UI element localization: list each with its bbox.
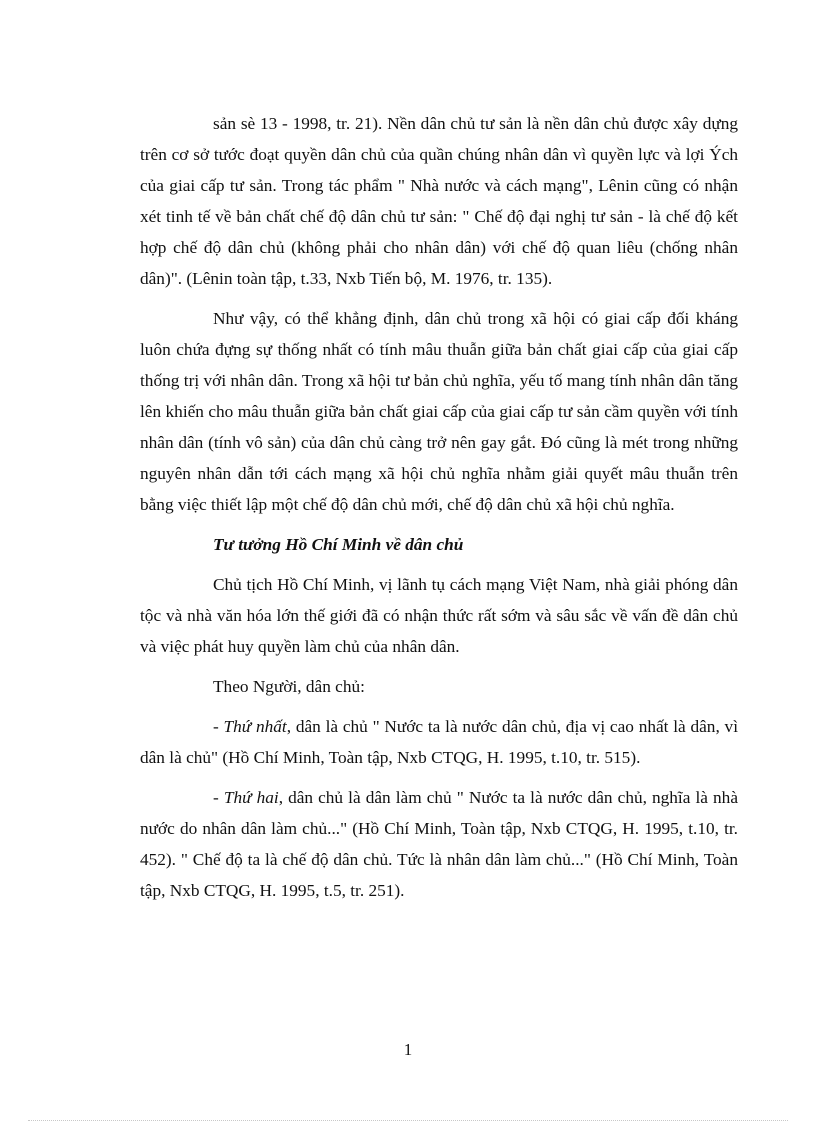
list-item-first-label: Thứ nhất — [223, 717, 287, 736]
paragraph-ho-chi-minh-intro: Chủ tịch Hồ Chí Minh, vị lãnh tụ cách mạng Việt Nam, nhà giải phóng dân tộc và nhà văn hóa lớn thế giới đã có nhận thức rất sớm và sâu sắc về vấn đề dân chủ và việc phát huy quyền làm chủ của nhân dân. — [140, 575, 738, 656]
list-item-second-label: Thứ hai — [223, 788, 279, 807]
document-body — [140, 108, 738, 915]
section-heading: Tư tưởng Hồ Chí Minh về dân chủ — [213, 535, 464, 554]
page-number: 1 — [403, 1040, 413, 1059]
page-bottom-divider — [28, 1120, 788, 1121]
list-item-first-prefix: - — [213, 717, 224, 736]
list-item-first-text: , dân là chủ " Nước ta là nước dân chủ, địa vị cao nhất là dân, vì dân là chủ" (Hồ Chí Minh, Toàn tập, Nxb CTQG, H. 1995, t.10, tr. 515). — [140, 717, 738, 767]
list-item-second-text: , dân chủ là dân làm chủ " Nước ta là nước dân chủ, nghĩa là nhà nước do nhân dân làm chủ..." (Hồ Chí Minh, Toàn tập, Nxb CTQG, H. 1995, t.10, tr. 452). " Chế độ ta là chế độ dân chủ. Tức là nhân dân làm chủ..." (Hồ Chí Minh, Toàn tập, Nxb CTQG, H. 1995, t.5, tr. 251). — [140, 788, 738, 900]
paragraph-bourgeois-democracy: sản sè 13 - 1998, tr. 21). Nền dân chủ tư sản là nền dân chủ được xây dựng trên cơ sở tước đoạt quyền dân chủ của quần chúng nhân dân vì quyền lực và lợi Ých của giai cấp tư sản. Trong tác phẩm " Nhà nước và cách mạng", Lênin cũng có nhận xét tinh tế về bản chất chế độ dân chủ tư sản: " Chế độ đại nghị tư sản - là chế độ kết hợp chế độ dân chủ (không phải cho nhân dân) với chế độ quan liêu (chống nhân dân)". (Lênin toàn tập, t.33, Nxb Tiến bộ, M. 1976, tr. 135). — [140, 114, 738, 288]
list-item-second-prefix: - — [213, 788, 224, 807]
paragraph-class-contradiction: Như vậy, có thể khẳng định, dân chủ trong xã hội có giai cấp đối kháng luôn chứa đựng sự thống nhất có tính mâu thuẫn giữa bản chất giai cấp của giai cấp thống trị với nhân dân. Trong xã hội tư bản chủ nghĩa, yếu tố mang tính nhân dân tăng lên khiến cho mâu thuẫn giữa bản chất giai cấp của giai cấp tư sản cầm quyền với tính nhân dân (tính vô sản) của dân chủ càng trở nên gay gắt. Đó cũng là mét trong những nguyên nhân dẫn tới cách mạng xã hội chủ nghĩa nhằm giải quyết mâu thuẫn trên bằng việc thiết lập một chế độ dân chủ mới, chế độ dân chủ xã hội chủ nghĩa. — [140, 309, 738, 514]
paragraph-according-to-him: Theo Người, dân chủ: — [213, 677, 365, 696]
list-item-second — [140, 782, 738, 906]
list-item-first — [140, 711, 738, 773]
